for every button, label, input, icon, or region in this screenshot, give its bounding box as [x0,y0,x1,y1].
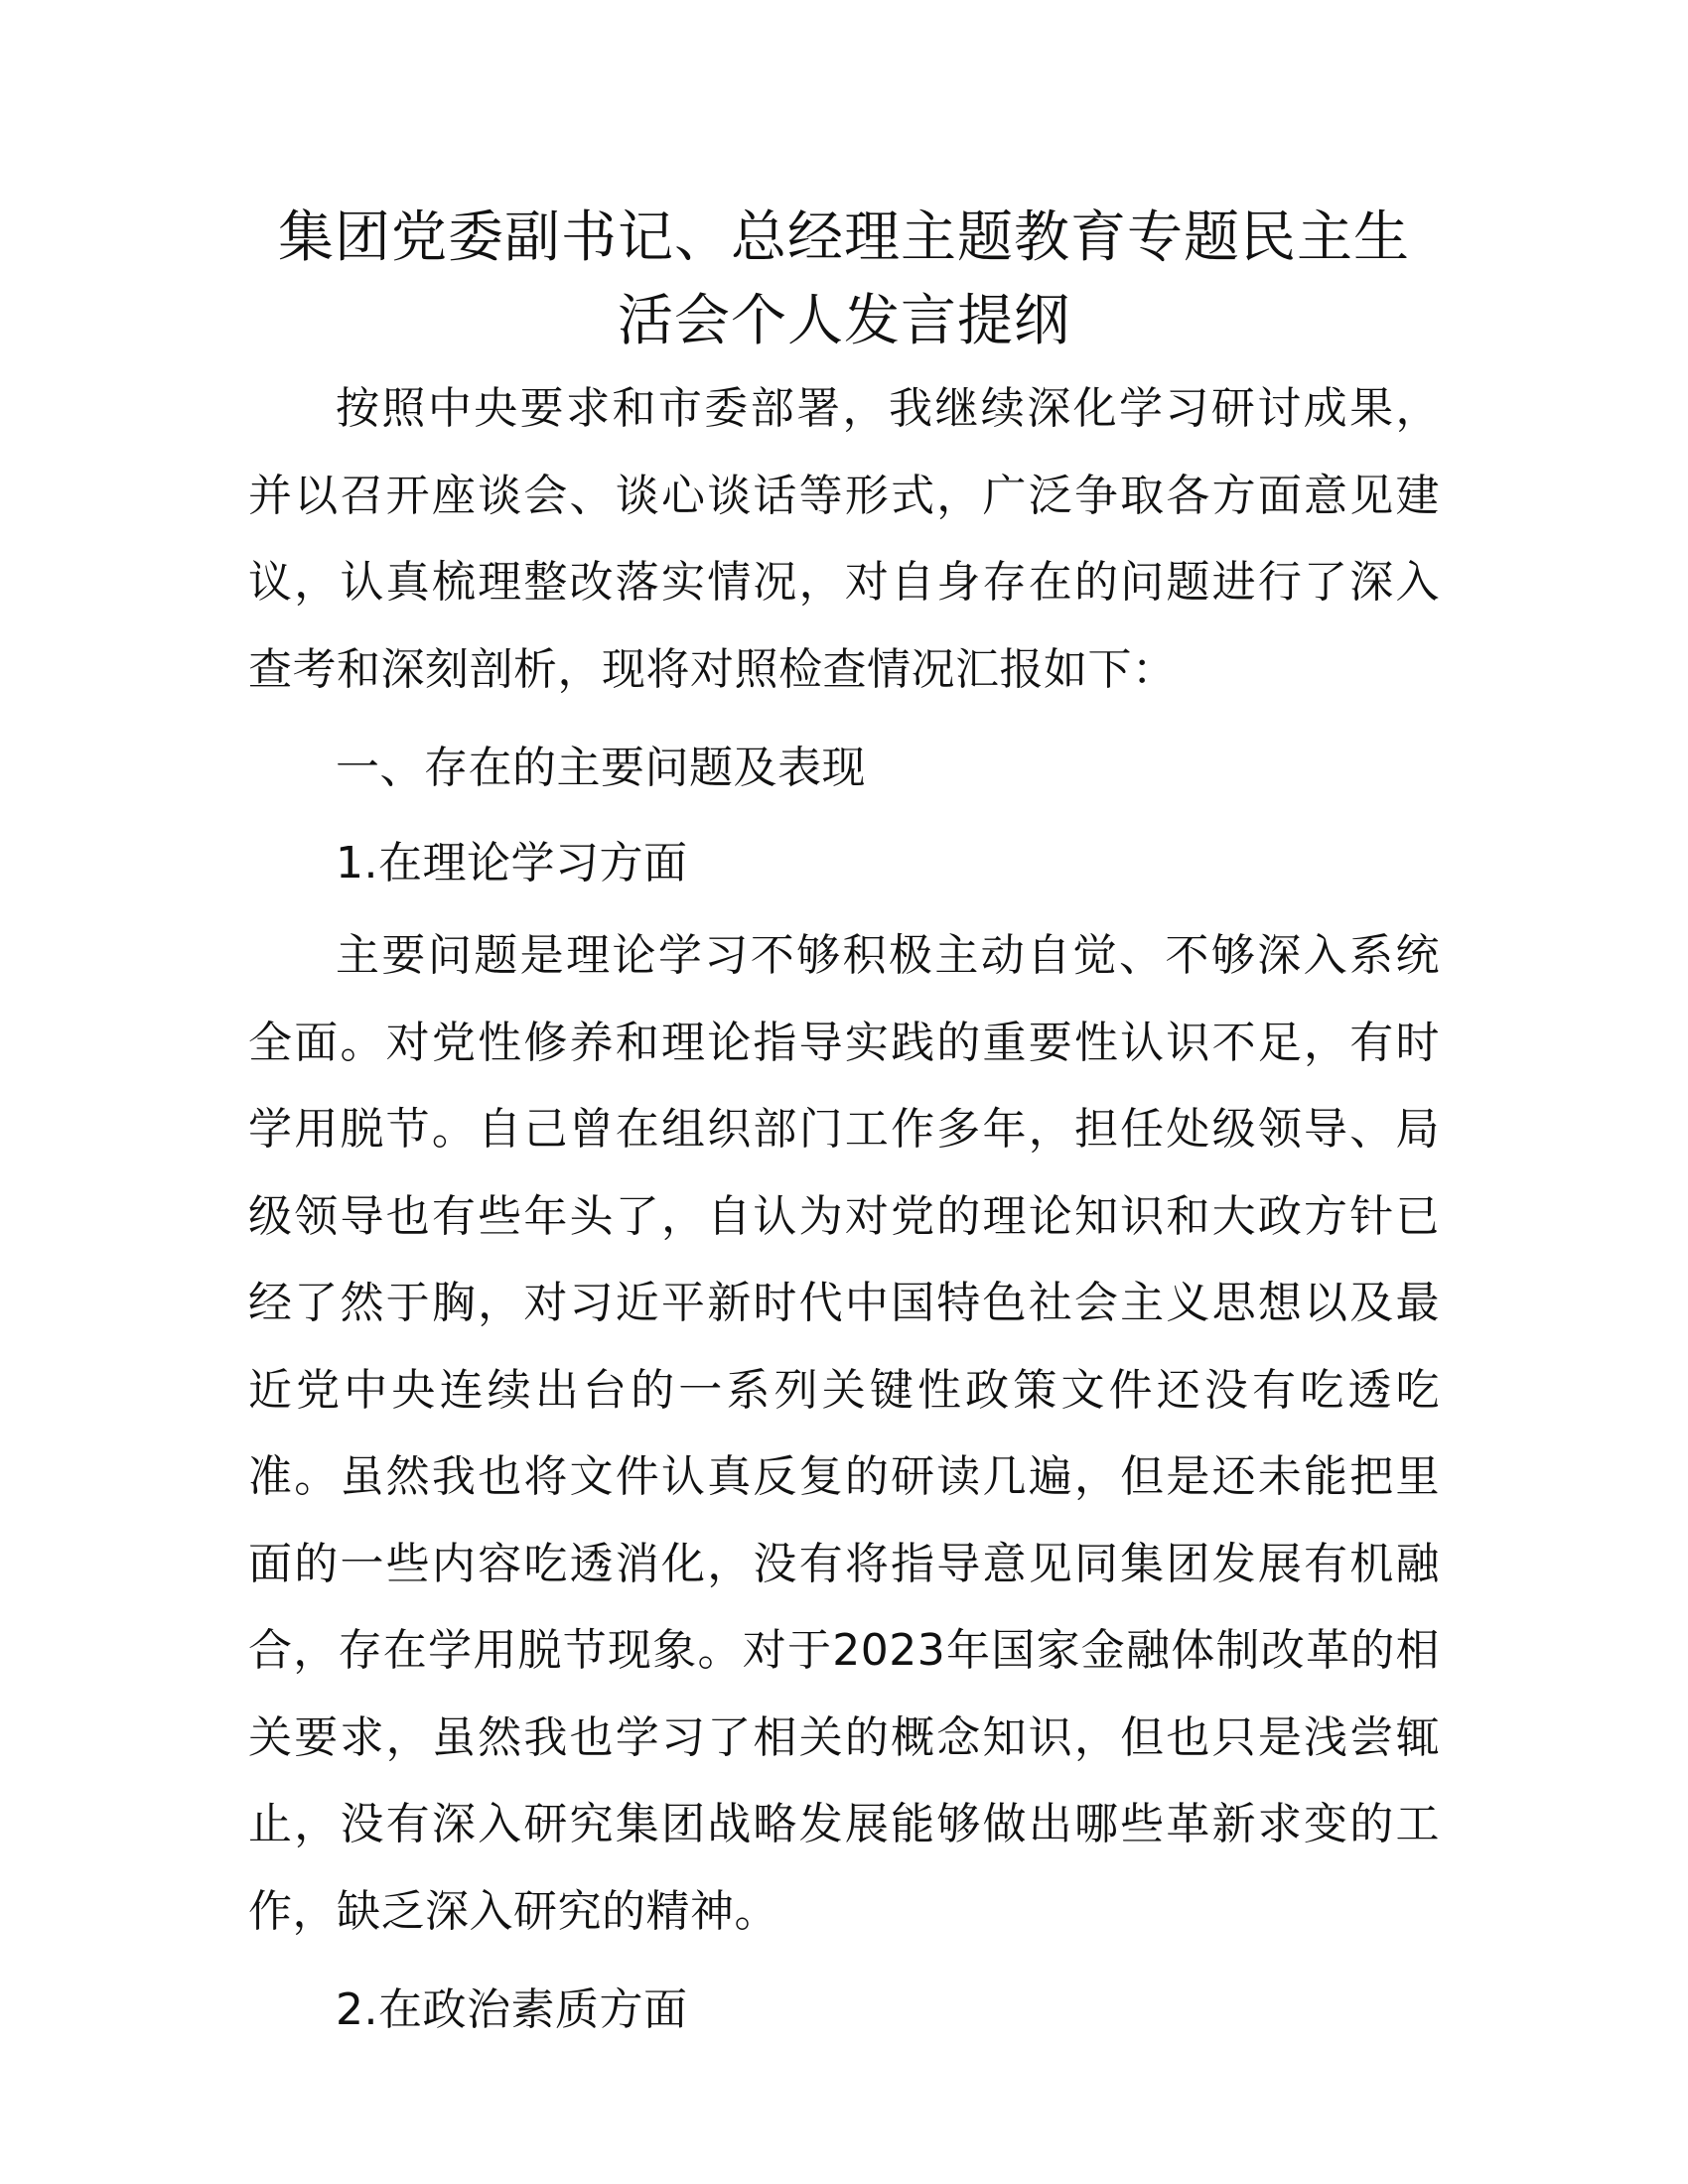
subsection-heading-2: 2.在政治素质方面 [336,1984,688,2035]
document-title [248,197,1440,363]
section-heading-1: 一、存在的主要问题及表现 [336,743,866,793]
subsection-body-1: 主要问题是理论学习不够积极主动自觉、不够深入系统全面。对党性修养和理论指导实践的重要性认识不足，有时学用脱节。自己曾在组织部门工作多年，担任处级领导、局级领导也有些年头了，自认为对党的理论知识和大政方针已经了然于胸，对习近平新时代中国特色社会主义思想以及最近党中央连续出台的一系列关键性政策文件还没有吃透吃准。虽然我也将文件认真反复的研读几遍，但是还未能把里面的一些内容吃透消化，没有将指导意见同集团发展有机融合，存在学用脱节现象。对于2023年国家金融体制改革的相关要求，虽然我也学习了相关的概念知识，但也只是浅尝辄止，没有深入研究集团战略发展能够做出哪些革新求变的工作，缺乏深入研究的精神。 [248,930,1440,1937]
subsection-heading-1: 1.在理论学习方面 [336,837,688,888]
document-body [248,197,1440,2054]
title-line-1: 集团党委副书记、总经理主题教育专题民主生 [278,205,1410,270]
title-line-2: 活会个人发言提纲 [618,289,1070,353]
intro-paragraph: 按照中央要求和市委部署，我继续深化学习研讨成果，并以召开座谈会、谈心谈话等形式，广泛争取各方面意见建议，认真梳理整改落实情况，对自身存在的问题进行了深入查考和深刻剖析，现将对照检查情况汇报如下： [248,383,1440,695]
